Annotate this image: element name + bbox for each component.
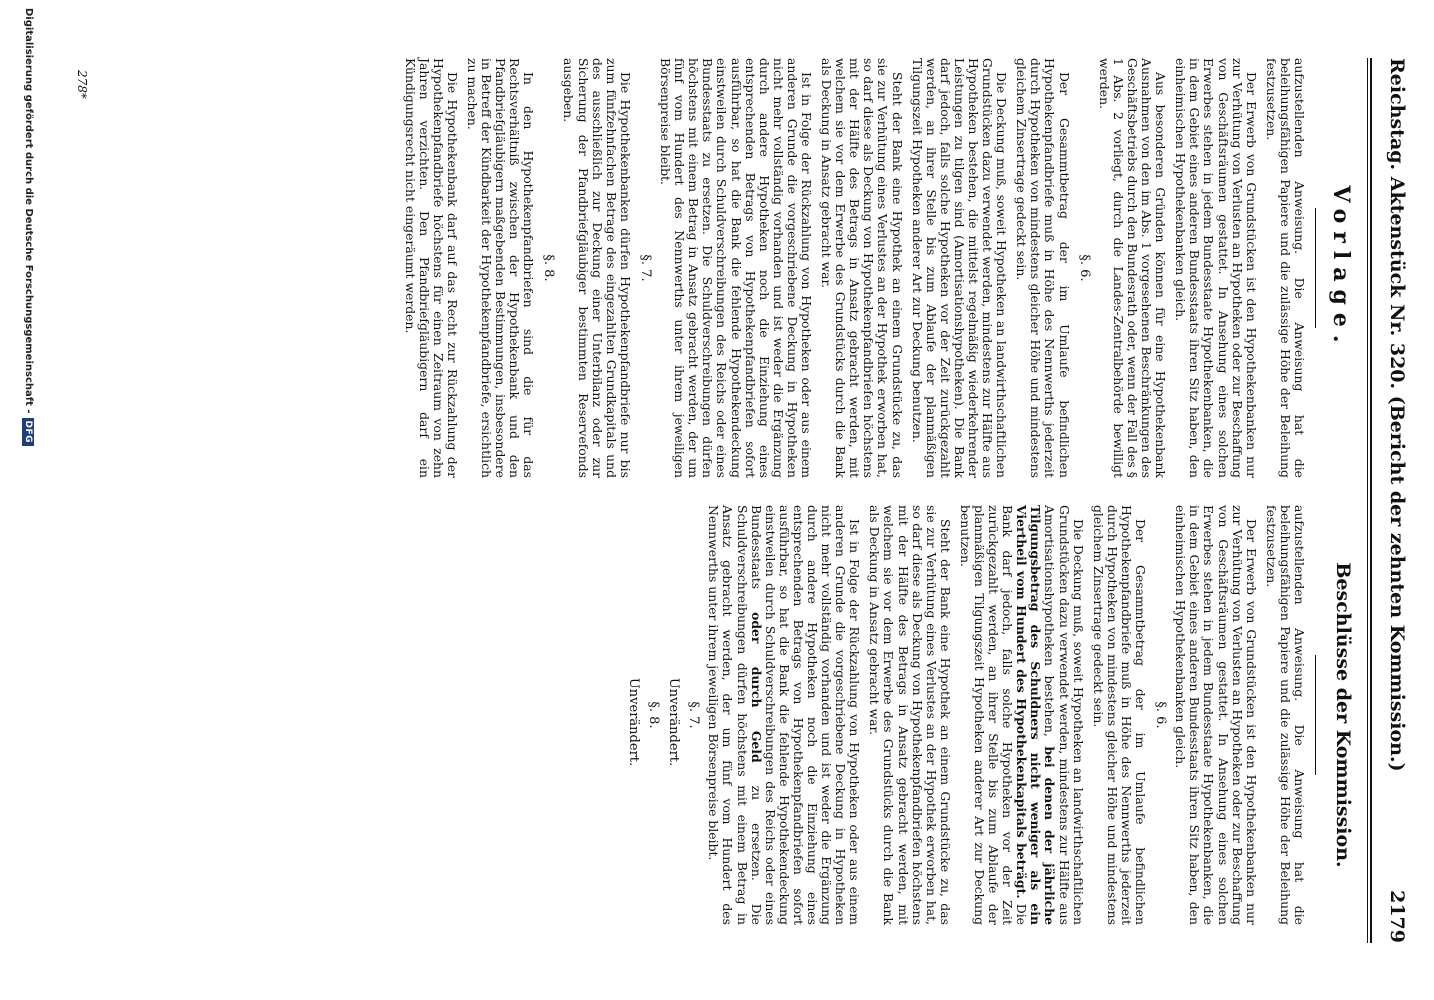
digitization-footer (22, 8, 34, 446)
running-title: Reichstag. Aktenstück Nr. 320. (Bericht der zehnten Kommission.) (1386, 58, 1408, 772)
section-heading: §. 7. (637, 254, 653, 282)
left-paragraph: Steht der Bank eine Hypothek an einem Grundstücke zu, das sie zur Verhütung eines Verlustes an der Hypothek erworben hat, so darf diese als Deckung von Hypothekenpfandbriefen höchstens mit der Hälfte des Betrags in Ansatz gebracht werden, mit welchem sie vor dem Erwerbe des Grundstücks durch die Bank als Deckung in Ansatz gebracht war. (819, 58, 905, 478)
left-paragraph: Ist in Folge der Rückzahlung von Hypotheken oder aus einem anderen Grunde die vorgeschriebene Deckung in Hypotheken nicht mehr vollständig vorhanden und ist weder die Ergänzung durch andere Hypotheken noch die Einziehung eines entsprechenden Betrags von Hypothekenpfandbriefen sofort ausführbar, so hat die Bank die fehlende Hypothekendeckung einstweilen durch Schuldverschreibungen des Reichs oder eines Bundesstaats zu ersetzen. Die Schuldverschreibungen dürfen höchstens mit einem Betrag in Ansatz gebracht werden, der um fünf vom Hundert des Nennwerths unter ihrem jeweiligen Börsenpreise bleibt. (658, 58, 814, 478)
left-paragraph: Die Deckung muß, soweit Hypotheken an landwirthschaftlichen Grundstücken dazu verwendet werden, mindestens zur Hälfte aus Hypotheken bestehen, die mittelst regelmäßig wiederkehrender Leistungen zu tilgen sind (Amortisationshypotheken). Die Bank darf jedoch, falls solche Hypotheken vor der Zeit zurückgezahlt werden, an ihrer Stelle bis zum Ablaufe der planmäßigen Tilgungszeit Hypotheken anderer Art zur Deckung benutzen. (909, 58, 1010, 478)
left-column (36, 58, 1306, 478)
section-heading: §. 7. (686, 701, 702, 729)
left-paragraph: Der Gesammtbetrag der im Umlaufe befindlichen Hypothekenpfandbriefe muß in Höhe des Nennwerths jederzeit durch Hypotheken von mindestens gleicher Höhe und mindestens gleichem Zinsertrage gedeckt sein. (1014, 58, 1072, 478)
text-run: zu ersetzen. Die Schuldverschreibungen dürfen höchstens mit einem Betrag in Ansatz gebracht werden, der um fünf vom Hundert des Nennwerths unter ihrem jeweiligen Börsenpreise bleibt. (706, 505, 764, 925)
right-paragraph (706, 505, 861, 925)
right-column (36, 505, 1306, 925)
section-heading: §. 8. (541, 254, 557, 282)
right-paragraph: Der Erwerb von Grundstücken ist den Hypothekenbanken nur zur Verhütung von Verlusten an Hypotheken oder zur Beschaffung von Geschäftsräumen gestattet. In Ansehung eines solchen Erwerbes stehen in jedem Bundesstaate Hypothekenbanken, die in dem Gebiet eines anderen Bundesstaats ihren Sitz haben, den einheimischen Hypothekenbanken gleich. (1173, 505, 1259, 925)
left-column-title: Vorlage. (1328, 185, 1354, 351)
page-number: 2179 (1386, 890, 1408, 943)
unchanged-note: Unverändert. (625, 677, 641, 767)
text-run: Die Bank darf jedoch, falls solche Hypotheken vor der Zeit zurückgezahlt werden, an ihrer Stelle bis zum Ablaufe der planmäßigen Tilgungszeit Hypotheken anderer Art zur Deckung benutzen. (957, 505, 1030, 925)
text-run: Ist in Folge der Rückzahlung von Hypotheken oder aus einem anderen Grunde die vorgeschriebene Deckung in Hypotheken nicht mehr vollständig vorhanden und ist weder die Ergänzung durch andere Hypotheken noch die Einziehung eines entsprechenden Betrags von Hypothekenpfandbriefen sofort ausführbar, so hat die Bank die fehlende Hypothekendeckung einstweilen durch Schuldverschreibungen des Reichs oder eines Bundesstaats (748, 505, 863, 925)
signature-mark: 278* (75, 70, 89, 99)
right-paragraph: aufzustellenden Anweisung. Die Anweisung hat die beleihungsfähigen Papiere und die zulässige Höhe der Beleihung festzusetzen. (1263, 505, 1307, 925)
header-rule-thin (1367, 58, 1368, 943)
left-paragraph: Der Erwerb von Grundstücken ist den Hypothekenbanken nur zur Verhütung von Verlusten an Hypotheken oder zur Beschaffung von Geschäftsräumen gestattet. In Ansehung eines solchen Erwerbes stehen in jedem Bundesstaate Hypothekenbanken, die in dem Gebiet eines anderen Bundesstaats ihren Sitz haben, den einheimischen Hypothekenbanken gleich. (1173, 58, 1259, 478)
left-paragraph: Aus besonderen Gründen können für eine Hypothekenbank Ausnahmen von den im Abs. 1 vorgesehenen Beschränkungen des Geschäftsbetriebs durch den Bundesrath oder, wenn der Fall des § 1 Abs. 2 vorliegt, durch die Landes-Zentralbehörde bewilligt werden. (1096, 58, 1169, 478)
section-heading: §. 6. (1076, 254, 1092, 282)
right-title-rule (1315, 655, 1316, 775)
right-column-title: Beschlüsse der Kommission. (1332, 562, 1354, 868)
section-heading: §. 8. (646, 701, 662, 729)
amendment-text: oder durch Geld (748, 612, 764, 763)
left-paragraph: In den Hypothekenpfandbriefen sind die für das Rechtsverhältniß zwischen der Hypothekenbank und den Pfandbriefgläubigern maßgebenden Bestimmungen, insbesondere in Betreff der Kündbarkeit der Hypothekenpfandbriefe, ersichtlich zu machen. (464, 58, 537, 478)
right-paragraph: Der Gesammtbetrag der im Umlaufe befindlichen Hypothekenpfandbriefe muß in Höhe des Nennwerths jederzeit durch Hypotheken von mindestens gleicher Höhe und mindestens gleichem Zinsertrage gedeckt sein. (1090, 505, 1149, 925)
dfg-logo: DFG (22, 418, 34, 447)
header-rule (1370, 58, 1372, 943)
left-paragraph: Die Hypothekenbanken dürfen Hypothekenpfandbriefe nur bis zum fünfzehnfachen Betrage des eingezahlten Grundkapitals und des ausschließlich zur Deckung einer Unterbilanz oder zur Sicherung der Pfandbriefgläubiger bestimmten Reservefonds ausgeben. (561, 58, 633, 478)
unchanged-note: Unverändert. (666, 677, 682, 767)
left-title-rule (1315, 208, 1316, 328)
section-heading: §. 6. (1153, 701, 1169, 729)
footer-text: Digitalisierung gefördert durch die Deutsche Forschungsgemeinschaft - (23, 8, 34, 414)
text-run: Die Deckung muß, soweit Hypotheken an landwirthschaftlichen Grundstücken dazu verwendet werden, mindestens zur Hälfte aus Amortisationshypotheken bestehen, (1042, 505, 1086, 925)
left-paragraph: aufzustellenden Anweisung. Die Anweisung hat die beleihungsfähigen Papiere und die zulässige Höhe der Beleihung festzusetzen. (1263, 58, 1307, 478)
amendment-text: bei denen der jährliche Tilgungsbetrag des Schuldners nicht weniger als ein Viertheil vom Hundert des Hypothekenkapitals beträgt. (1014, 505, 1058, 925)
page-header (1376, 58, 1416, 943)
right-paragraph (958, 505, 1085, 925)
left-paragraph: Die Hypothekenbank darf auf das Recht zur Rückzahlung der Hypothekenpfandbriefe höchstens für einen Zeitraum von zehn Jahren verzichten. Den Pfandbriefgläubigern darf ein Kündigungsrecht nicht eingeräumt werden. (402, 58, 460, 478)
right-paragraph: Steht der Bank eine Hypothek an einem Grundstücke zu, das sie zur Verhütung eines Verlustes an der Hypothek erworben hat, so darf diese als Deckung von Hypothekenpfandbriefen höchstens mit der Hälfte des Betrags in Ansatz gebracht werden, mit welchem sie vor dem Erwerbe des Grundstücks durch die Bank als Deckung in Ansatz gebracht war. (867, 505, 953, 925)
